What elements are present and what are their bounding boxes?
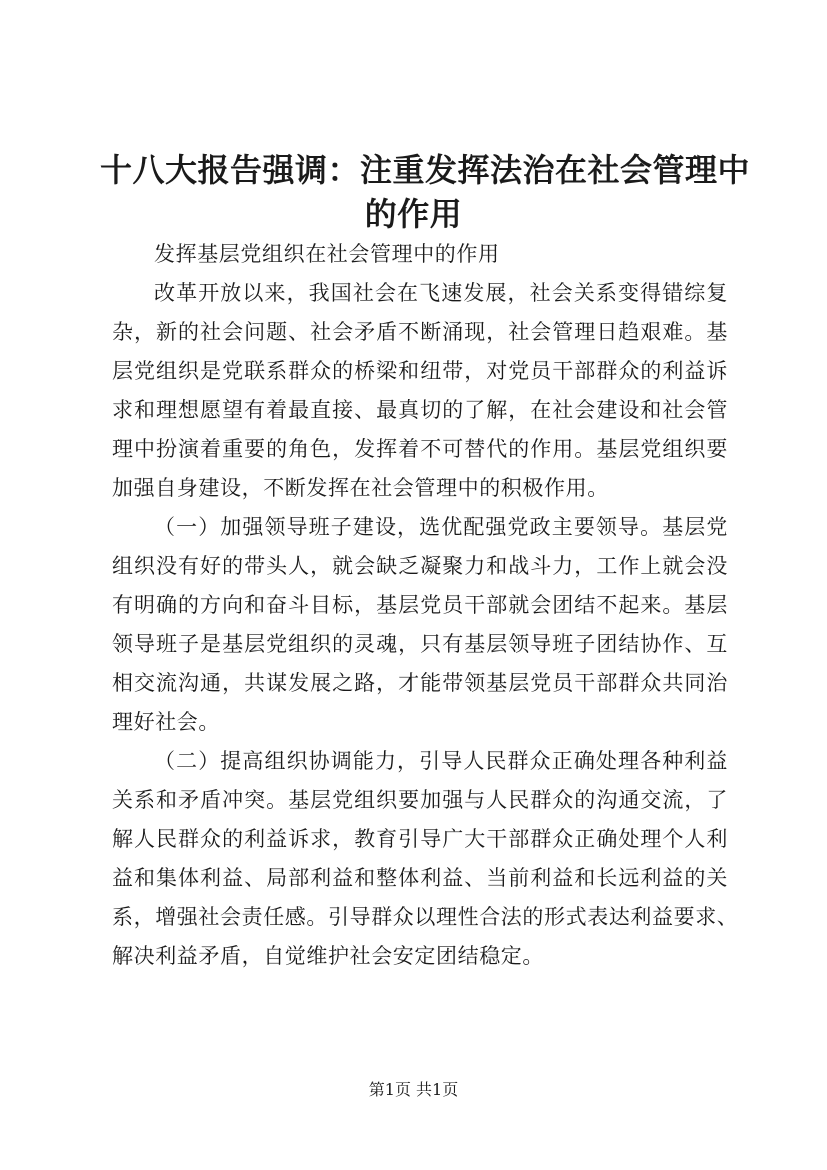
text-line: 系，增强社会责任感。引导群众以理性合法的形式表达利益要求、 [112,905,739,929]
text-line: 关系和矛盾冲突。基层党组织要加强与人民群众的沟通交流，了 [112,788,728,812]
text-line: 相交流沟通，共谋发展之路，才能带领基层党员干部群众共同治 [112,671,728,695]
title-line-2: 的作用 [364,195,463,233]
text-line: 组织没有好的带头人，就会缺乏凝聚力和战斗力，工作上就会没 [112,554,728,578]
document-title [100,148,751,236]
document-body [112,235,739,976]
text-line: 改革开放以来，我国社会在飞速发展，社会关系变得错综复 [154,281,728,305]
text-line: 解决利益矛盾，自觉维护社会安定团结稳定。 [112,944,544,968]
text-line: （一）加强领导班子建设，选优配强党政主要领导。基层党 [154,515,728,539]
text-line: 发挥基层党组织在社会管理中的作用 [154,242,500,266]
page-footer: 第1页 共1页 [368,1080,459,1099]
paragraph-one [112,508,728,742]
paragraph-intro [112,274,728,508]
title-line-1: 十八大报告强调：注重发挥法治在社会管理中 [100,151,751,189]
text-line: 有明确的方向和奋斗目标，基层党员干部就会团结不起来。基层 [112,593,728,617]
text-line: 加强自身建设，不断发挥在社会管理中的积极作用。 [112,476,609,500]
section-heading [112,235,728,274]
text-line: 领导班子是基层党组织的灵魂，只有基层领导班子团结协作、互 [112,632,728,656]
text-line: 解人民群众的利益诉求，教育引导广大干部群众正确处理个人利 [112,827,728,851]
text-line: 杂，新的社会问题、社会矛盾不断涌现，社会管理日趋艰难。基 [112,320,728,344]
text-line: 求和理想愿望有着最直接、最真切的了解，在社会建设和社会管 [112,398,728,422]
text-line: 理中扮演着重要的角色，发挥着不可替代的作用。基层党组织要 [112,437,728,461]
text-line: 理好社会。 [112,710,220,734]
text-line: （二）提高组织协调能力，引导人民群众正确处理各种利益 [154,749,728,773]
paragraph-two [112,742,739,976]
text-line: 益和集体利益、局部利益和整体利益、当前利益和长远利益的关 [112,866,728,890]
text-line: 层党组织是党联系群众的桥梁和纽带，对党员干部群众的利益诉 [112,359,728,383]
